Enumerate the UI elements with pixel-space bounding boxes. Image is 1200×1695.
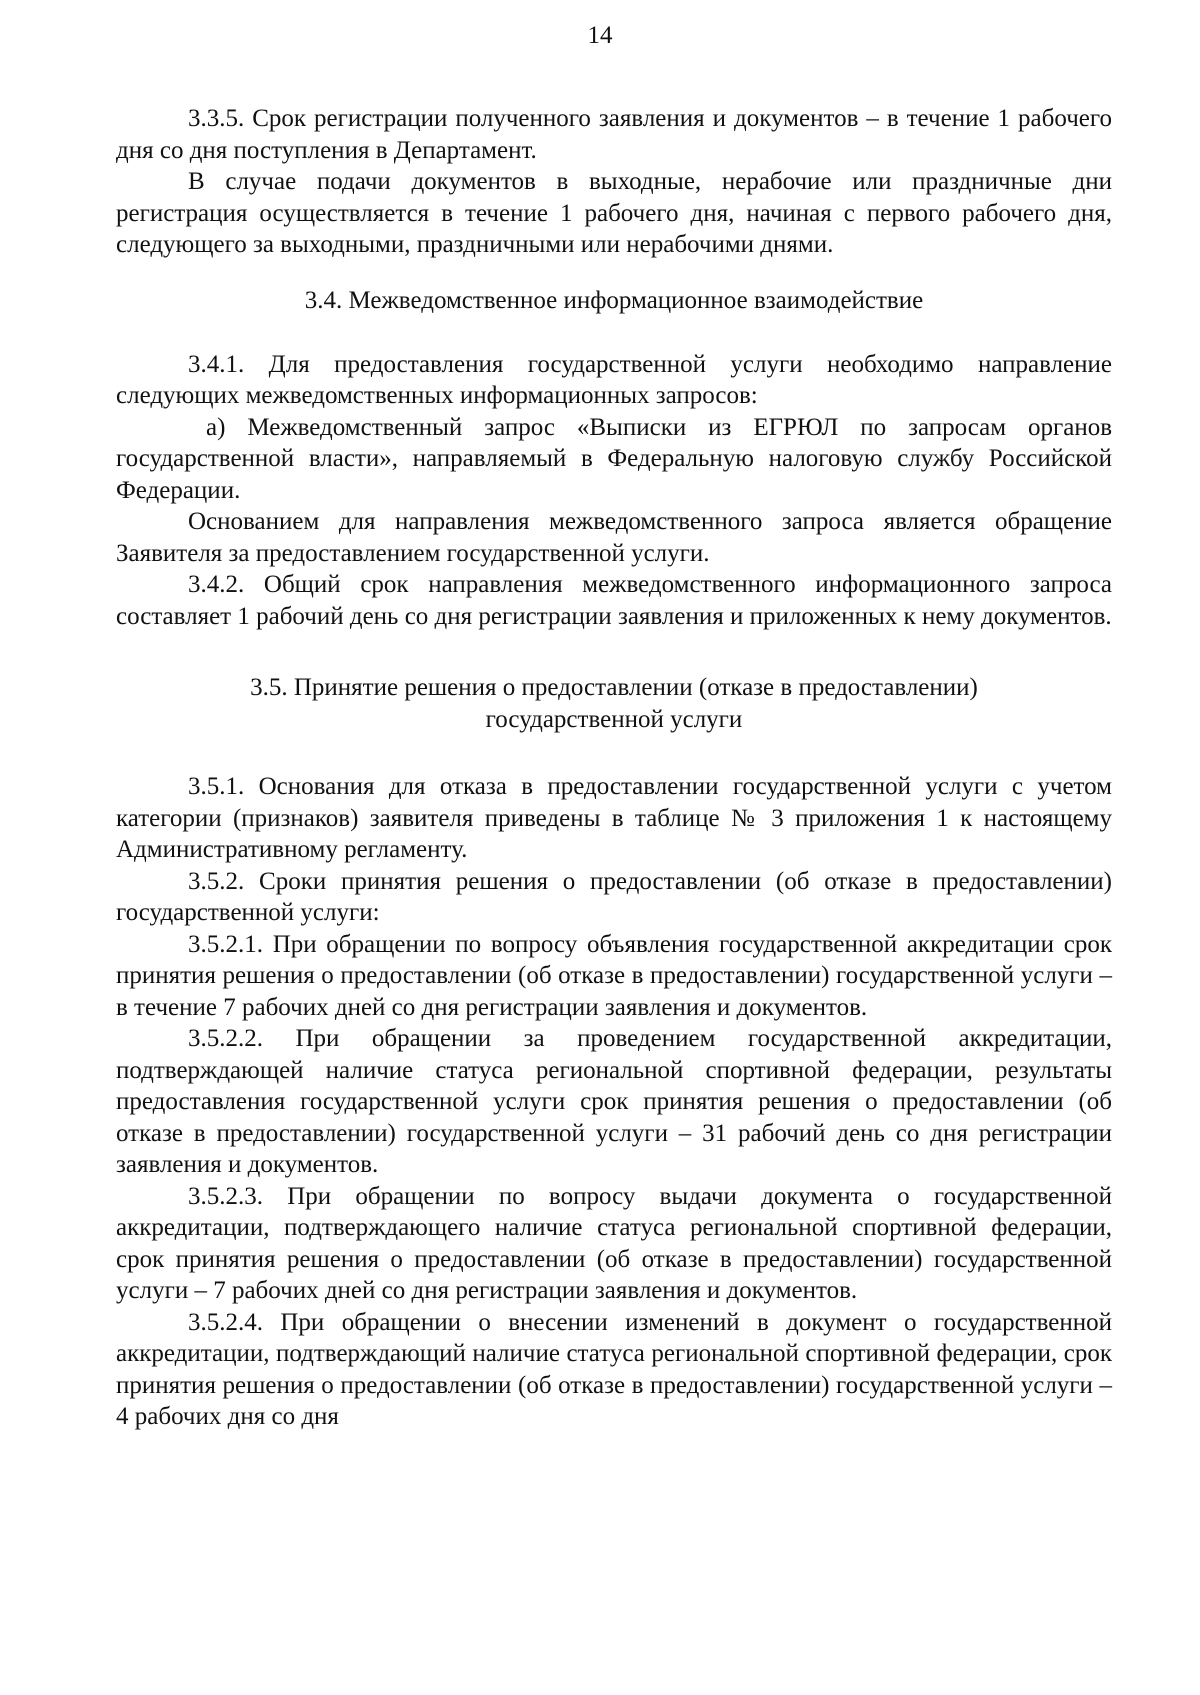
paragraph-3-4-2: 3.4.2. Общий срок направления межведомственного информационного запроса составляет 1 рабочий день со дня регистрации заявления и приложенных к нему документов. [116,571,1112,630]
paragraph-3-5-1: 3.5.1. Основания для отказа в предоставлении государственной услуги с учетом категории (признаков) заявителя приведены в таблице № 3 приложения 1 к настоящему Административному регламенту. [116,773,1112,863]
paragraph-3-5-2-3: 3.5.2.3. При обращении по вопросу выдачи документа о государственной аккредитации, подтверждающего наличие статуса региональной спортивной федерации, срок принятия решения о предоставлении (об отказе в предоставлении) государственной услуги – 7 рабочих дней со дня регистрации заявления и документов. [116,1182,1112,1304]
paragraph-3-4-1-a: а) Межведомственный запрос «Выписки из ЕГРЮЛ по запросам органов государственной власти», направляемый в Федеральную налоговую службу Российской Федерации. [116,413,1112,504]
heading-3-4: 3.4. Межведомственное информационное взаимодействие [304,287,924,314]
paragraph-3-5-2-2: 3.5.2.2. При обращении за проведением государственной аккредитации, подтверждающей наличие статуса региональной спортивной федерации, результаты предоставления государственной услуги срок принятия решения о предоставлении (об отказе в предоставлении) государственной услуги – 31 рабочий день со дня регистрации заявления и документов. [116,1025,1112,1178]
heading-3-5-line-1: 3.5. Принятие решения о предоставлении (отказе в предоставлении) [250,674,978,701]
paragraph-3-5-2-4: 3.5.2.4. При обращении о внесении изменений в документ о государственной аккредитации, подтверждающий наличие статуса региональной спортивной федерации, срок принятия решения о предоставлении (об отказе в предоставлении) государственной услуги – 4 рабочих дня со дня [116,1308,1112,1430]
section-3-5 [116,672,1112,1433]
section-3-3-5 [116,103,1112,261]
paragraph-weekend-registration: В случае подачи документов в выходные, нерабочие или праздничные дни регистрация осуществляется в течение 1 рабочего дня, начиная с первого рабочего дня, следующего за выходными, праздничными или нерабочими днями. [116,168,1112,258]
paragraph-3-5-2-1: 3.5.2.1. При обращении по вопросу объявления государственной аккредитации срок принятия решения о предоставлении (об отказе в предоставлении) государственной услуги – в течение 7 рабочих дней со дня регистрации заявления и документов. [116,930,1112,1021]
paragraph-3-3-5: 3.3.5. Срок регистрации полученного заявления и документов – в течение 1 рабочего дня со дня поступления в Департамент. [116,105,1112,164]
heading-3-5-line-2: государственной услуги [485,705,743,733]
page-number: 14 [587,22,613,49]
paragraph-3-4-1: 3.4.1. Для предоставления государственной услуги необходимо направление следующих межведомственных информационных запросов: [116,350,1112,409]
section-3-4 [116,285,1112,632]
paragraph-3-5-2: 3.5.2. Сроки принятия решения о предоставлении (об отказе в предоставлении) государственной услуги: [116,867,1112,926]
paragraph-basis-request: Основанием для направления межведомственного запроса является обращение Заявителя за предоставлением государственной услуги. [116,508,1112,567]
